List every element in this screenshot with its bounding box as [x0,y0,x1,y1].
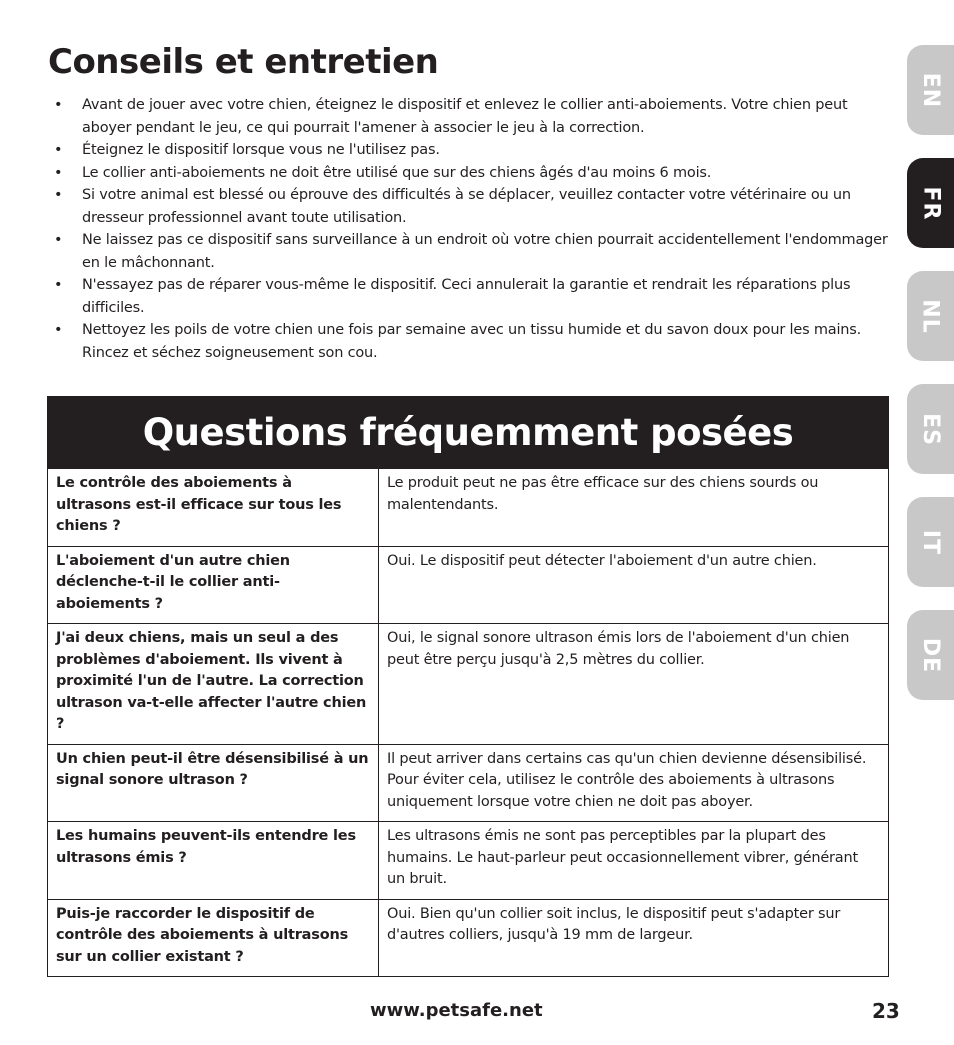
faq-question: L'aboiement d'un autre chien déclenche-t-il le collier anti-aboiements ? [48,546,379,624]
tab-label: EN [917,72,943,108]
tip-item: • N'essayez pas de réparer vous-même le dispositif. Ceci annulerait la garantie et rendrait les réparations plus difficiles. [48,274,890,319]
faq-answer: Oui. Le dispositif peut détecter l'aboiement d'un autre chien. [379,546,889,624]
faq-row [48,469,889,547]
tip-item: • Si votre animal est blessé ou éprouve des difficultés à se déplacer, veuillez contacter votre vétérinaire ou un dresseur professionnel avant toute utilisation. [48,184,890,229]
tab-language-nl[interactable] [907,271,954,361]
language-tabs [907,45,954,723]
tab-language-es[interactable] [907,384,954,474]
tab-label: ES [918,412,943,446]
tab-language-fr[interactable] [907,158,954,248]
faq-question: J'ai deux chiens, mais un seul a des problèmes d'aboiement. Ils vivent à proximité l'un de l'autre. La correction ultrason va-t-elle affecter l'autre chien ? [48,624,379,745]
tab-language-en[interactable] [907,45,954,135]
tip-item: • Nettoyez les poils de votre chien une fois par semaine avec un tissu humide et du savon doux pour les mains. Rincez et séchez soigneusement son cou. [48,319,890,364]
tab-label: NL [918,298,943,334]
tab-language-it[interactable] [907,497,954,587]
faq-row [48,546,889,624]
footer-url: www.petsafe.net [370,1000,543,1021]
faq-row [48,822,889,900]
tab-language-de[interactable] [907,610,954,700]
page-title: Conseils et entretien [48,42,439,82]
faq-answer: Les ultrasons émis ne sont pas perceptibles par la plupart des humains. Le haut-parleur peut occasionnellement vibrer, générant un bruit. [379,822,889,900]
tip-item: • Ne laissez pas ce dispositif sans surveillance à un endroit où votre chien pourrait accidentellement l'endommager en le mâchonnant. [48,229,890,274]
faq-question: Puis-je raccorder le dispositif de contrôle des aboiements à ultrasons sur un collier existant ? [48,899,379,977]
tab-label: FR [918,186,943,220]
page-number: 23 [872,999,900,1023]
faq-question: Un chien peut-il être désensibilisé à un signal sonore ultrason ? [48,744,379,822]
faq-question: Les humains peuvent-ils entendre les ultrasons émis ? [48,822,379,900]
faq-table [47,468,889,977]
faq-answer: Le produit peut ne pas être efficace sur des chiens sourds ou malentendants. [379,469,889,547]
tip-item: • Le collier anti-aboiements ne doit être utilisé que sur des chiens âgés d'au moins 6 mois. [48,162,890,185]
faq-question: Le contrôle des aboiements à ultrasons est-il efficace sur tous les chiens ? [48,469,379,547]
faq-title: Questions fréquemment posées [142,410,794,454]
faq-answer: Oui, le signal sonore ultrason émis lors de l'aboiement d'un chien peut être perçu jusqu'à 2,5 mètres du collier. [379,624,889,745]
faq-row [48,899,889,977]
tips-list [48,94,890,364]
tip-item: • Éteignez le dispositif lorsque vous ne l'utilisez pas. [48,139,890,162]
faq-title-banner [47,396,889,468]
faq-answer: Oui. Bien qu'un collier soit inclus, le dispositif peut s'adapter sur d'autres colliers, jusqu'à 19 mm de largeur. [379,899,889,977]
tip-item: • Avant de jouer avec votre chien, éteignez le dispositif et enlevez le collier anti-aboiements. Votre chien peut aboyer pendant le jeu, ce qui pourrait l'amener à associer le jeu à la correction. [48,94,890,139]
tab-label: DE [917,637,943,673]
faq-answer: Il peut arriver dans certains cas qu'un chien devienne désensibilisé. Pour éviter cela, utilisez le contrôle des aboiements à ultrasons uniquement lorsque votre chien ne doit pas aboyer. [379,744,889,822]
faq-row [48,624,889,745]
tab-label: IT [917,529,943,555]
faq-row [48,744,889,822]
